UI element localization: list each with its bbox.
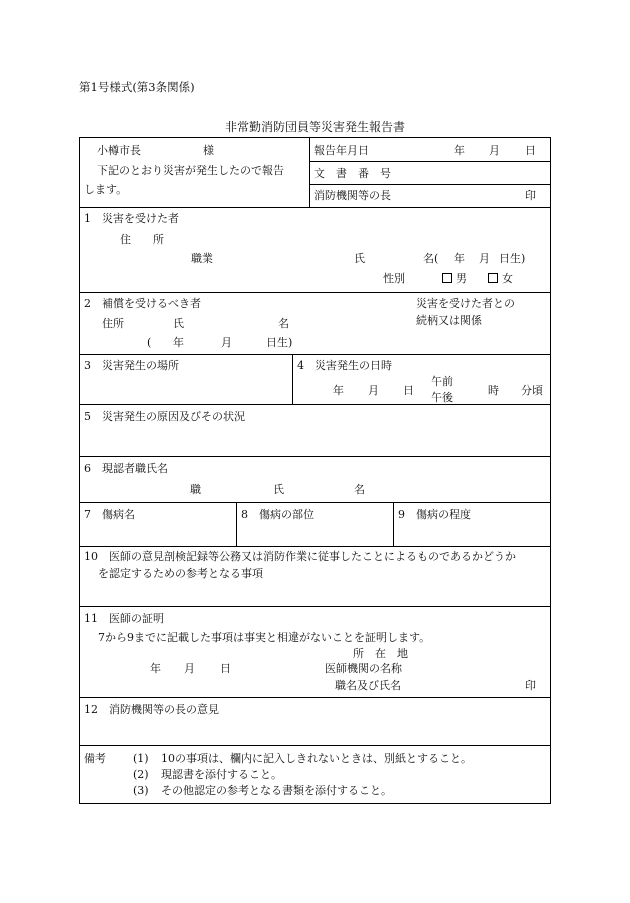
incident-year-unit: 年 xyxy=(333,384,344,397)
divider-s7-s8 xyxy=(236,502,237,546)
chief-opinion-heading: 12 消防機関等の長の意見 xyxy=(84,703,219,716)
divider-s2-bottom xyxy=(79,354,551,355)
victim-name-label: 氏 xyxy=(354,252,365,265)
report-date-month-unit: 月 xyxy=(489,144,500,157)
fire-chief-label: 消防機関等の長 xyxy=(314,189,391,202)
note-1-text: 10の事項は、欄内に記入しきれないときは、別紙とすること。 xyxy=(161,752,472,765)
victim-birth-month-unit: 月 xyxy=(479,252,490,265)
certificate-statement: 7から9までに記載した事項は事実と相違がないことを証明します。 xyxy=(98,631,431,644)
certificate-year-unit: 年 xyxy=(150,662,161,675)
addressee-honorific: 様 xyxy=(203,144,214,157)
sex-female-option[interactable] xyxy=(488,273,513,284)
male-checkbox[interactable] xyxy=(442,273,452,283)
doctor-name-label: 職名及び氏名 xyxy=(335,679,401,692)
report-date-label: 報告年月日 xyxy=(314,144,369,157)
clinic-name-label: 医師機関の名称 xyxy=(325,662,402,675)
divider-s3-s4 xyxy=(292,354,293,404)
fire-chief-seal: 印 xyxy=(525,189,536,202)
divider-s6-bottom xyxy=(79,502,551,503)
divider-s789-bottom xyxy=(79,546,551,547)
female-checkbox[interactable] xyxy=(488,273,498,283)
victim-address-label: 住 所 xyxy=(120,233,164,246)
beneficiary-birth-month-unit: 月 xyxy=(221,336,232,349)
divider-s5-bottom xyxy=(79,456,551,457)
beneficiary-name-label2: 名 xyxy=(278,317,289,330)
clinic-location-label: 所 在 地 xyxy=(353,647,408,660)
witness-heading: 6 現認者職氏名 xyxy=(84,462,168,475)
divider-s12-bottom xyxy=(79,745,551,746)
victim-heading: 1 災害を受けた者 xyxy=(84,212,179,225)
divider-s10-bottom xyxy=(79,606,551,607)
beneficiary-address-label: 住所 xyxy=(102,317,124,330)
beneficiary-birth-day-unit: 日生) xyxy=(266,336,293,349)
certificate-day-unit: 日 xyxy=(220,662,231,675)
report-date-day-unit: 日 xyxy=(525,144,536,157)
addressee-label: 小樽市長 xyxy=(97,144,141,157)
divider-header-row1 xyxy=(309,161,551,162)
note-1-number: (1) xyxy=(133,752,149,765)
victim-birth-year-unit: 年 xyxy=(454,252,465,265)
note-3-text: その他認定の参考となる書類を添付すること。 xyxy=(161,784,392,797)
intro-text-line2: します。 xyxy=(84,183,128,196)
am-label: 午前 xyxy=(431,375,453,388)
victim-name-label2: 名( xyxy=(423,252,439,265)
victim-occupation-label: 職業 xyxy=(191,252,213,265)
injury-name-heading: 7 傷病名 xyxy=(84,508,135,521)
beneficiary-heading: 2 補償を受けるべき者 xyxy=(84,297,201,310)
intro-text-line1: 下記のとおり災害が発生したので報告 xyxy=(97,164,284,177)
sex-male-option[interactable] xyxy=(442,273,467,284)
female-label: 女 xyxy=(502,272,513,285)
witness-name-label2: 名 xyxy=(354,483,365,496)
note-3-number: (3) xyxy=(133,784,149,797)
beneficiary-birth-year-unit: 年 xyxy=(173,336,184,349)
note-2-text: 現認書を添付すること。 xyxy=(161,768,282,781)
incident-location-heading: 3 災害発生の場所 xyxy=(84,359,179,372)
beneficiary-name-label1: 氏 xyxy=(173,317,184,330)
doctor-certificate-heading: 11 医師の証明 xyxy=(84,612,164,625)
incident-minute-unit: 分頃 xyxy=(521,384,543,397)
beneficiary-birth-open: ( xyxy=(147,336,152,349)
divider-header-bottom xyxy=(79,207,551,208)
notes-label: 備考 xyxy=(84,752,106,765)
divider-header-vertical xyxy=(309,137,310,207)
male-label: 男 xyxy=(456,272,467,285)
victim-birth-day-unit: 日生) xyxy=(499,252,526,265)
divider-s11-bottom xyxy=(79,697,551,698)
doctor-opinion-line2: を認定するための参考となる事項 xyxy=(98,567,263,580)
pm-label: 午後 xyxy=(431,391,453,404)
doctor-seal: 印 xyxy=(525,679,536,692)
form-number-label: 第1号様式(第3条関係) xyxy=(79,80,195,94)
cause-heading: 5 災害発生の原因及びその状況 xyxy=(84,410,245,423)
certificate-month-unit: 月 xyxy=(184,662,195,675)
injury-site-heading: 8 傷病の部位 xyxy=(241,508,314,521)
relation-label-line2: 続柄又は関係 xyxy=(416,314,482,327)
incident-month-unit: 月 xyxy=(368,384,379,397)
doctor-opinion-line1: 10 医師の意見剖検記録等公務又は消防作業に従事したことによるものであるかどうか xyxy=(84,550,516,563)
victim-sex-label: 性別 xyxy=(383,272,405,285)
injury-severity-heading: 9 傷病の程度 xyxy=(398,508,471,521)
divider-s1-bottom xyxy=(79,292,551,293)
divider-s8-s9 xyxy=(393,502,394,546)
incident-datetime-heading: 4 災害発生の日時 xyxy=(297,359,392,372)
report-date-year-unit: 年 xyxy=(454,144,465,157)
divider-header-row2 xyxy=(309,184,551,185)
divider-s34-bottom xyxy=(79,404,551,405)
note-2-number: (2) xyxy=(133,768,149,781)
incident-day-unit: 日 xyxy=(403,384,414,397)
document-number-label: 文 書 番 号 xyxy=(314,167,391,180)
document-title: 非常勤消防団員等災害発生報告書 xyxy=(224,120,405,134)
relation-label-line1: 災害を受けた者との xyxy=(416,297,515,310)
witness-name-label1: 氏 xyxy=(273,483,284,496)
incident-hour-unit: 時 xyxy=(488,384,499,397)
witness-title-label: 職 xyxy=(190,483,201,496)
